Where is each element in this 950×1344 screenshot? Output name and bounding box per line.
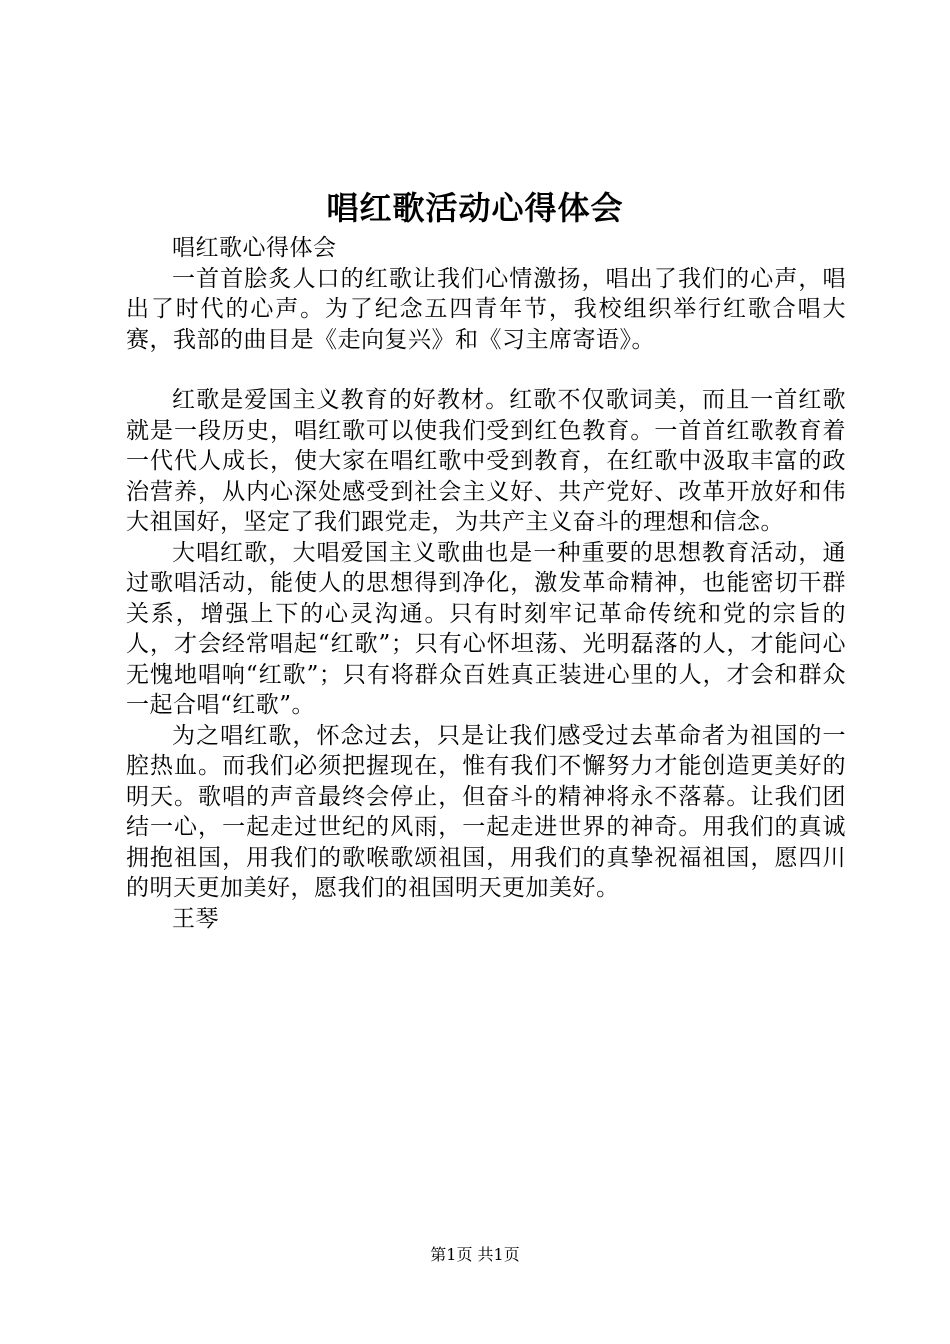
paragraph-spacer [126,355,846,385]
author-signature: 王琴 [172,905,219,932]
intro-paragraph: 一首首脍炙人口的红歌让我们心情激扬，唱出了我们的心声，唱出了时代的心声。为了纪念五四青年节，我校组织举行红歌合唱大赛，我部的曲目是《走向复兴》和《习主席寄语》。 [126,265,846,353]
education-paragraph: 红歌是爱国主义教育的好教材。红歌不仅歌词美，而且一首红歌就是一段历史，唱红歌可以使我们受到红色教育。一首首红歌教育着一代代人成长，使大家在唱红歌中受到教育，在红歌中汲取丰富的政治营养，从内心深处感受到社会主义好、共产党好、改革开放好和伟大祖国好，坚定了我们跟党走，为共产主义奋斗的理想和信念。 [126,387,846,535]
document-body [126,233,846,934]
conclusion-paragraph: 为之唱红歌，怀念过去，只是让我们感受过去革命者为祖国的一腔热血。而我们必须把握现在，惟有我们不懈努力才能创造更美好的明天。歌唱的声音最终会停止，但奋斗的精神将永不落幕。让我们团结一心，一起走过世纪的风雨，一起走进世界的神奇。用我们的真诚拥抱祖国，用我们的歌喉歌颂祖国，用我们的真挚祝福祖国，愿四川的明天更加美好，愿我们的祖国明天更加美好。 [126,722,846,901]
page-footer: 第1页 共1页 [430,1245,520,1264]
subtitle-paragraph: 唱红歌心得体会 [172,235,337,261]
document-title: 唱红歌活动心得体会 [326,189,624,227]
patriotic-songs-paragraph: 大唱红歌，大唱爱国主义歌曲也是一种重要的思想教育活动，通过歌唱活动，能使人的思想得到净化，激发革命精神，也能密切干群关系，增强上下的心灵沟通。只有时刻牢记革命传统和党的宗旨的人，才会经常唱起“红歌”；只有心怀坦荡、光明磊落的人，才能问心无愧地唱响“红歌”；只有将群众百姓真正装进心里的人，才会和群众一起合唱“红歌”。 [126,539,846,718]
